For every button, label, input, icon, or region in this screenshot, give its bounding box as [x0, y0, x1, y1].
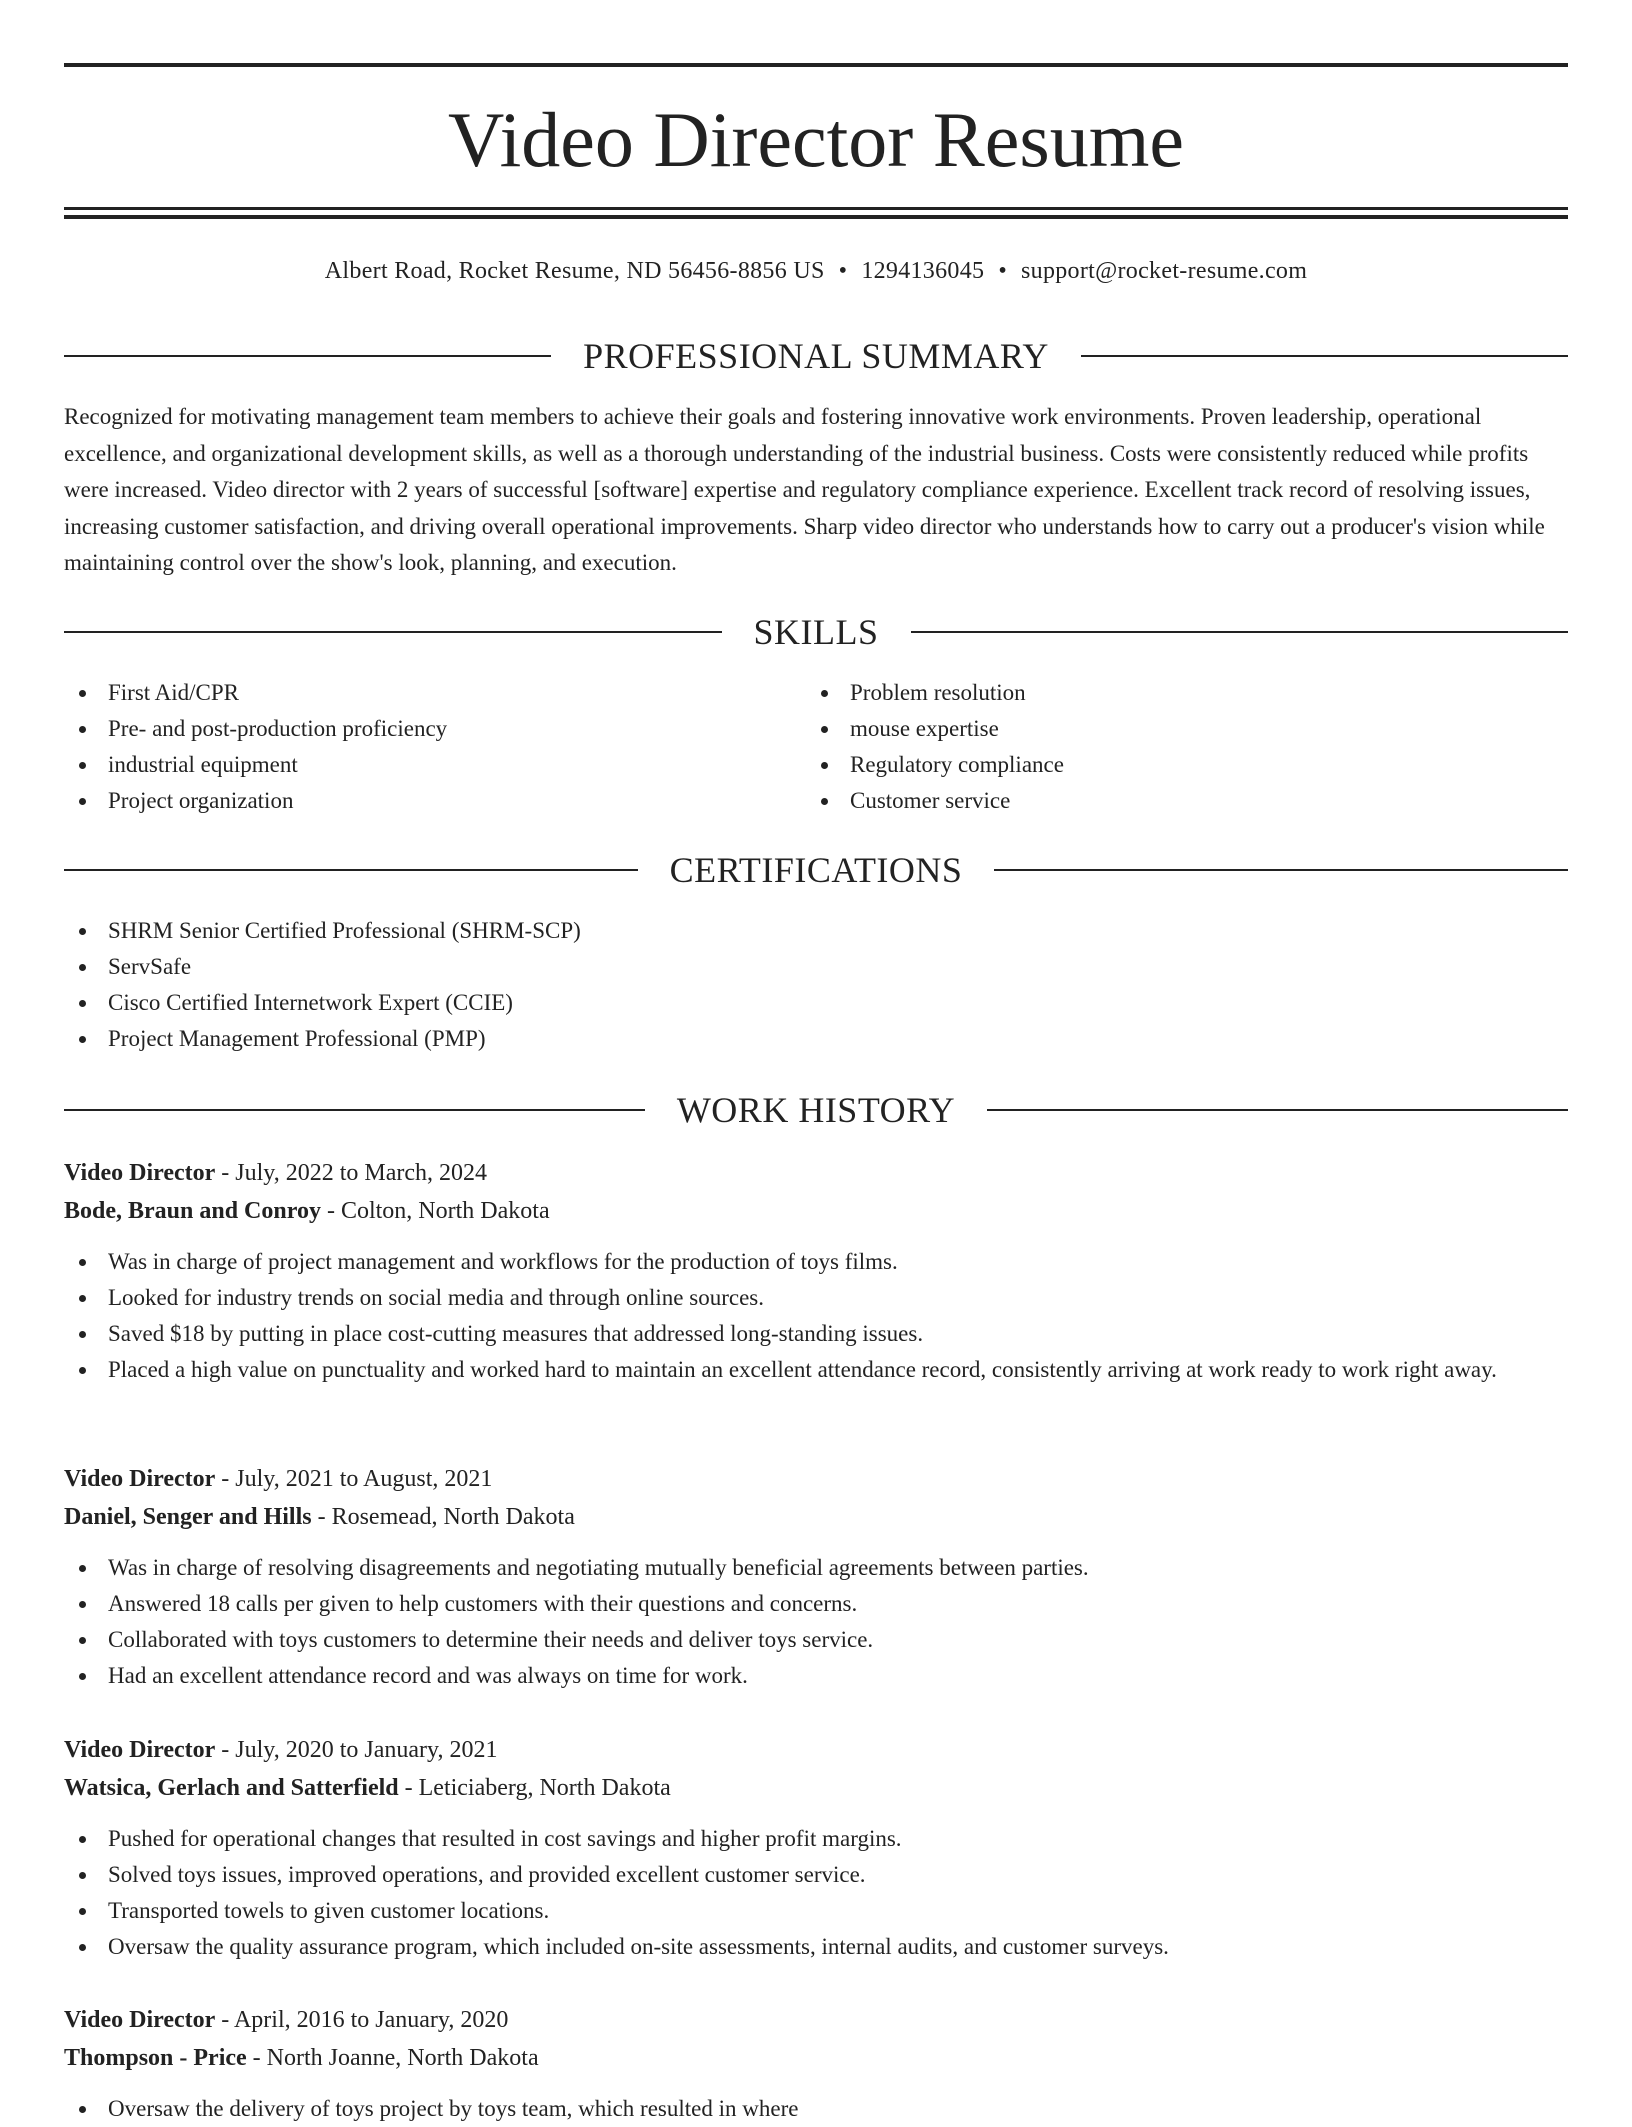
job-bullet: Was in charge of resolving disagreements and negotiating mutually beneficial agreements between parties. [64, 1550, 1568, 1586]
job-title: Video Director [64, 1160, 216, 1186]
job-location: - Colton, North Dakota [320, 1198, 550, 1224]
resume-title: Video Director Resume [447, 96, 1185, 183]
job-dates: - July, 2022 to March, 2024 [215, 1160, 488, 1186]
job-bullet: Saved $18 by putting in place cost-cutting measures that addressed long-standing issues. [64, 1316, 1568, 1352]
certification-item: SHRM Senior Certified Professional (SHRM-SCP) [64, 913, 1568, 949]
section-rule [64, 355, 551, 357]
contact-address: Albert Road, Rocket Resume, ND 56456-8856 US [324, 258, 825, 284]
job-bullets [64, 1821, 1568, 1965]
section-header-skills [64, 610, 1568, 654]
job-entry [64, 1731, 1568, 1965]
section-title: CERTIFICATIONS [669, 850, 963, 890]
contact-separator: • [998, 258, 1008, 284]
skills-list-left [64, 675, 804, 819]
job-bullets [64, 1550, 1568, 1694]
contact-phone: 1294136045 [861, 258, 985, 284]
skill-item: Regulatory compliance [806, 747, 1546, 783]
job-location: - Leticiaberg, North Dakota [398, 1775, 671, 1801]
section-rule [64, 869, 638, 871]
job-company-line [64, 1498, 1568, 1536]
job-title: Video Director [64, 1737, 216, 1763]
skills-list-right [806, 675, 1546, 819]
job-bullet: Oversaw the quality assurance program, which included on-site assessments, internal audits, and customer surveys. [64, 1929, 1568, 1965]
section-header-certifications [64, 848, 1568, 892]
job-bullet: Was in charge of project management and workflows for the production of toys films. [64, 1244, 1568, 1280]
job-company: Bode, Braun and Conroy [64, 1198, 321, 1224]
top-rule [64, 63, 1568, 67]
job-bullets [64, 2091, 1568, 2127]
job-bullet: Solved toys issues, improved operations, and provided excellent customer service. [64, 1857, 1568, 1893]
job-bullet: Transported towels to given customer locations. [64, 1893, 1568, 1929]
skill-item: First Aid/CPR [64, 675, 804, 711]
skill-item: industrial equipment [64, 747, 804, 783]
summary-text: Recognized for motivating management team members to achieve their goals and fostering innovative work environments. Proven leadership, operational excellence, and organizational development skills, as well as a thorough understanding of the industrial business. Costs were consistently reduced while profits were increased. Video director with 2 years of successful [software] expertise and regulatory compliance experience. Excellent track record of resolving issues, increasing customer satisfaction, and driving overall operational improvements. Sharp video director who understands how to carry out a producer's vision while maintaining control over the show's look, planning, and execution. [64, 404, 1545, 575]
job-bullet: Had an excellent attendance record and was always on time for work. [64, 1658, 1568, 1694]
section-rule [64, 631, 722, 633]
certifications-list [64, 913, 1568, 1057]
job-entry [64, 1460, 1568, 1694]
section-title: PROFESSIONAL SUMMARY [583, 336, 1049, 376]
certification-item: ServSafe [64, 949, 1568, 985]
certification-item: Cisco Certified Internetwork Expert (CCIE) [64, 985, 1568, 1021]
section-rule [987, 1109, 1568, 1111]
job-bullet: Collaborated with toys customers to determine their needs and deliver toys service. [64, 1622, 1568, 1658]
skill-item: Problem resolution [806, 675, 1546, 711]
contact-line [64, 255, 1568, 287]
section-title: WORK HISTORY [676, 1090, 956, 1130]
job-title-line [64, 1460, 1568, 1498]
job-dates: - July, 2021 to August, 2021 [215, 1466, 493, 1492]
job-bullet: Placed a high value on punctuality and worked hard to maintain an excellent attendance record, consistently arriving at work ready to work right away. [64, 1352, 1568, 1388]
job-entry [64, 2001, 1568, 2127]
job-bullet: Pushed for operational changes that resulted in cost savings and higher profit margins. [64, 1821, 1568, 1857]
section-rule [994, 869, 1568, 871]
job-company: Watsica, Gerlach and Satterfield [64, 1775, 399, 1801]
job-title: Video Director [64, 1466, 216, 1492]
job-entry [64, 1154, 1568, 1388]
job-dates: - April, 2016 to January, 2020 [215, 2007, 509, 2033]
job-location: - North Joanne, North Dakota [246, 2045, 539, 2071]
title-rule-lower [64, 215, 1568, 219]
section-rule [64, 1109, 645, 1111]
job-title-line [64, 1154, 1568, 1192]
contact-separator: • [838, 258, 848, 284]
contact-email[interactable]: support@rocket-resume.com [1021, 258, 1308, 284]
job-title-line [64, 2001, 1568, 2039]
job-title-line [64, 1731, 1568, 1769]
job-bullet: Oversaw the delivery of toys project by toys team, which resulted in where [64, 2091, 1568, 2127]
job-bullet: Looked for industry trends on social media and through online sources. [64, 1280, 1568, 1316]
job-company-line [64, 1192, 1568, 1230]
section-rule [1081, 355, 1568, 357]
job-company: Daniel, Senger and Hills [64, 1504, 312, 1530]
section-header-summary [64, 334, 1568, 378]
title-rule-upper [64, 207, 1568, 210]
job-location: - Rosemead, North Dakota [311, 1504, 575, 1530]
job-dates: - July, 2020 to January, 2021 [215, 1737, 498, 1763]
skill-item: Pre- and post-production proficiency [64, 711, 804, 747]
certification-item: Project Management Professional (PMP) [64, 1021, 1568, 1057]
job-bullets [64, 1244, 1568, 1388]
section-rule [911, 631, 1569, 633]
skill-item: Project organization [64, 783, 804, 819]
job-title: Video Director [64, 2007, 216, 2033]
job-bullet: Answered 18 calls per given to help customers with their questions and concerns. [64, 1586, 1568, 1622]
skill-item: mouse expertise [806, 711, 1546, 747]
skill-item: Customer service [806, 783, 1546, 819]
section-header-work-history [64, 1088, 1568, 1132]
job-company-line [64, 2039, 1568, 2077]
job-company-line [64, 1769, 1568, 1807]
section-title: SKILLS [753, 612, 879, 652]
job-company: Thompson - Price [64, 2045, 247, 2071]
